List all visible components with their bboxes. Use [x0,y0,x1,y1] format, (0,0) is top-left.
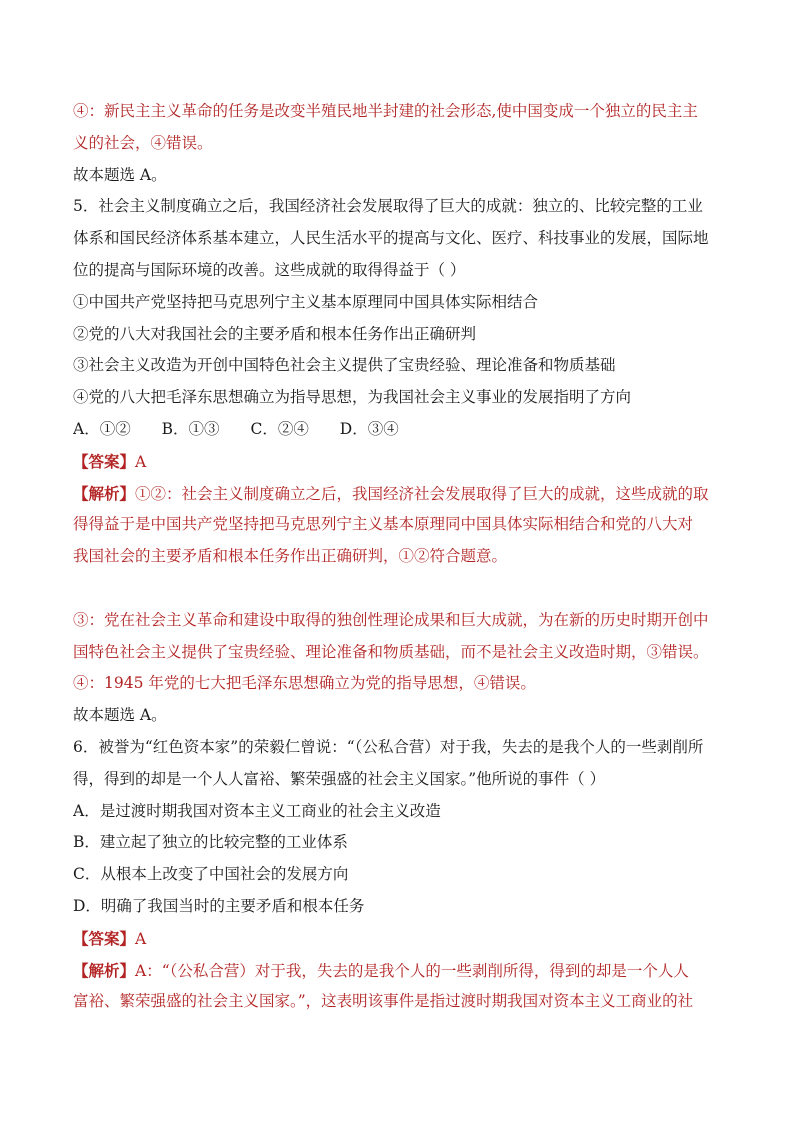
analysis-line: ④：新民主主义革命的任务是改变半殖民地半封建的社会形态,使中国变成一个独立的民主主 [73,102,698,120]
analysis-text: A：“（公私合营）对于我，失去的是我个人的一些剥削所得，得到的却是一个人人 [135,961,689,980]
question-6-option-d: D．明确了我国当时的主要矛盾和根本任务 [73,896,365,915]
blank-gap [73,573,723,605]
question-5-stem: 位的提高与国际环境的改善。这些成就的取得得益于（ ） [73,260,466,279]
question-6-option-b: B．建立起了独立的比较完整的工业体系 [73,833,348,852]
option-a: A．①② [73,419,131,438]
analysis-text: ①②：社会主义制度确立之后，我国经济社会发展取得了巨大的成就，这些成就的取 [135,484,709,503]
question-5-stem: 5．社会主义制度确立之后，我国经济社会发展取得了巨大的成就：独立的、比较完整的工业 [73,197,703,216]
question-6-option-c: C．从根本上改变了中国社会的发展方向 [73,865,349,884]
analysis-line: ④：1945 年党的七大把毛泽东思想确立为党的指导思想，④错误。 [73,674,536,693]
document-page [73,96,723,1018]
answer-value: A [135,929,147,948]
question-5-statement-3: ③社会主义改造为开创中国特色社会主义提供了宝贵经验、理论准备和物质基础 [73,356,616,375]
question-5-analysis [73,478,723,510]
question-6-option-a: A．是过渡时期我国对资本主义工商业的社会主义改造 [73,801,441,820]
answer-tag: 【答案】 [73,928,136,948]
option-d: D．③④ [339,419,399,438]
analysis-line: 国特色社会主义提供了宝贵经验、理论准备和物质基础，而不是社会主义改造时期，③错误。 [73,642,709,661]
analysis-tag: 【解析】 [73,483,136,503]
question-6-answer [73,923,723,955]
conclusion-line: 故本题选 A。 [73,165,167,184]
conclusion-line: 故本题选 A。 [73,706,167,725]
option-c: C．②④ [250,419,309,438]
analysis-line: 得得益于是中国共产党坚持把马克思列宁主义基本原理同中国具体实际相结合和党的八大对 [73,515,694,534]
question-5-options [73,414,723,446]
question-5-statement-2: ②党的八大对我国社会的主要矛盾和根本任务作出正确研判 [73,324,477,343]
analysis-line: 义的社会，④错误。 [73,133,213,152]
answer-tag: 【答案】 [73,451,136,471]
analysis-line: 我国社会的主要矛盾和根本任务作出正确研判，①②符合题意。 [73,547,508,566]
question-5-stem: 体系和国民经济体系基本建立，人民生活水平的提高与文化、医疗、科技事业的发展，国际地 [73,229,709,248]
question-6-analysis [73,955,723,987]
question-5-statement-4: ④党的八大把毛泽东思想确立为指导思想，为我国社会主义事业的发展指明了方向 [73,388,632,407]
analysis-line: 富裕、繁荣强盛的社会主义国家。”，这表明该事件是指过渡时期我国对资本主义工商业的社 [73,992,694,1011]
option-b: B．①③ [161,419,220,438]
question-5-statement-1: ①中国共产党坚持把马克思列宁主义基本原理同中国具体实际相结合 [73,292,539,311]
analysis-line: ③：党在社会主义革命和建设中取得的独创性理论成果和巨大成就，为在新的历史时期开创中 [73,610,709,629]
question-5-answer [73,446,723,478]
analysis-tag: 【解析】 [73,960,136,980]
answer-value: A [135,452,147,471]
question-6-stem: 得，得到的却是一个人人富裕、繁荣强盛的社会主义国家。”他所说的事件（ ） [73,769,606,788]
question-6-stem: 6．被誉为“红色资本家”的荣毅仁曾说：“（公私合营）对于我，失去的是我个人的一些剥削所 [73,737,704,756]
